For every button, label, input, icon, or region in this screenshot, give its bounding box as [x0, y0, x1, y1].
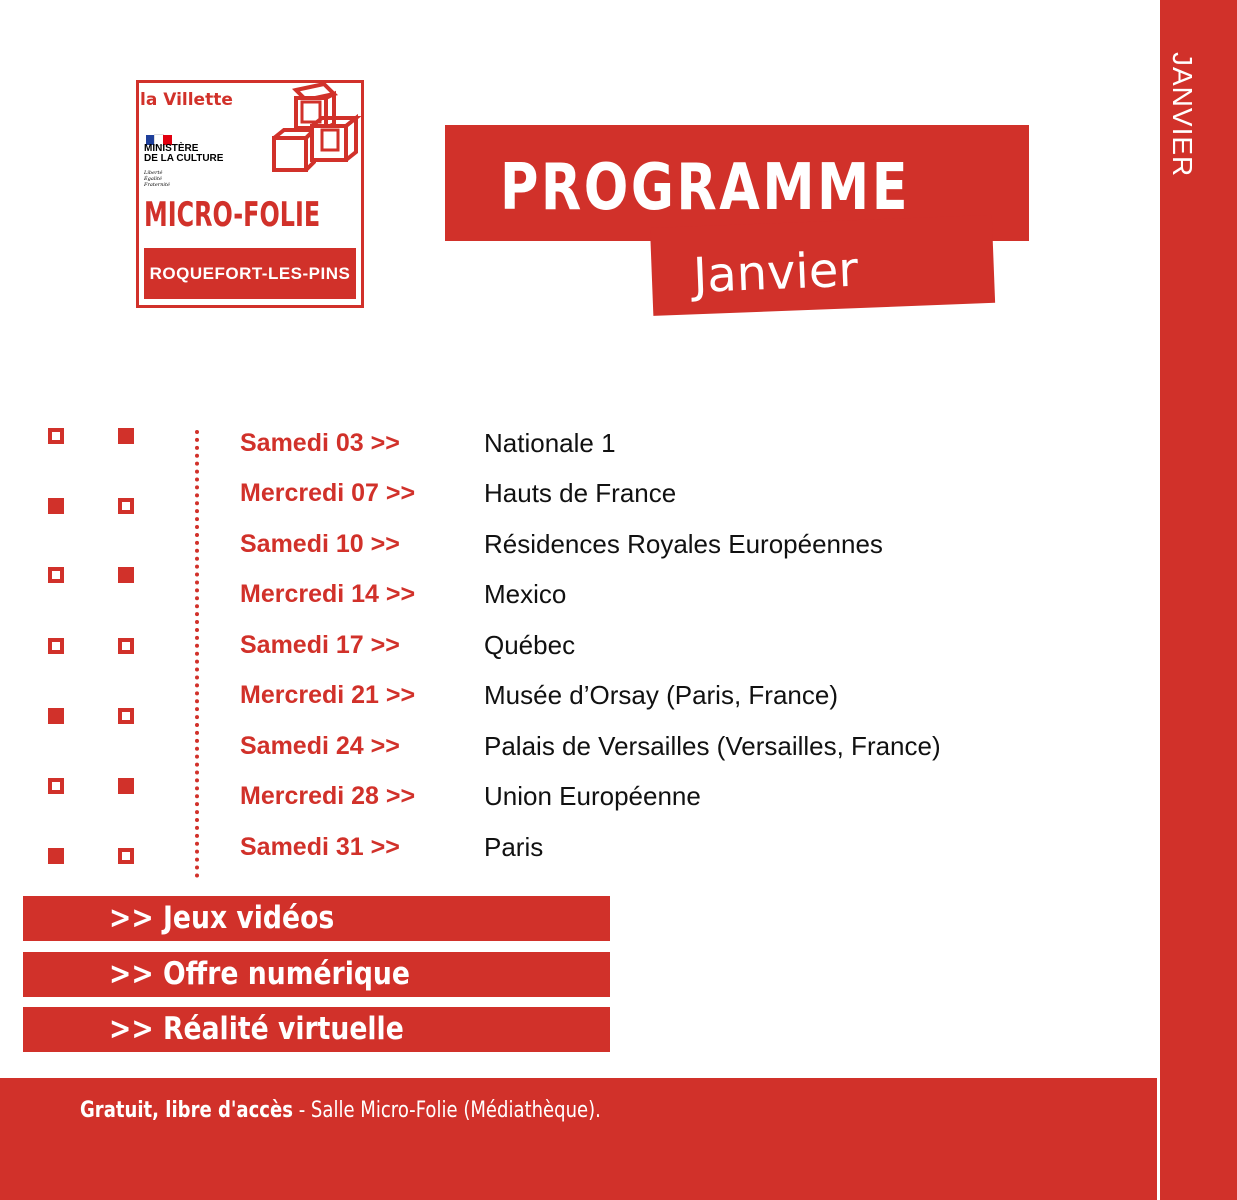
- ministry-label: MINISTÈRE DE LA CULTURE: [144, 143, 224, 164]
- schedule-event: Nationale 1: [484, 427, 616, 458]
- decor-square: [48, 778, 64, 794]
- decor-square: [118, 498, 134, 514]
- activity-bar-video-games: [23, 896, 610, 941]
- decor-square: [48, 848, 64, 864]
- dotted-divider: [195, 430, 199, 878]
- activity-label: >> Offre numérique: [109, 956, 410, 992]
- cubes-icon: [266, 80, 376, 190]
- side-month-label: JANVIER: [1167, 52, 1198, 178]
- french-flag-icon: [146, 132, 172, 142]
- schedule-list: [240, 418, 941, 873]
- decor-square: [118, 778, 134, 794]
- schedule-row: [240, 418, 941, 469]
- la-villette-brand: la Villette: [140, 90, 233, 110]
- schedule-event: Paris: [484, 831, 544, 862]
- activity-bar-digital-offer: [23, 952, 610, 997]
- schedule-day: Mercredi 14 >>: [240, 580, 416, 609]
- schedule-day: Samedi 31 >>: [240, 832, 400, 861]
- logo-city: ROQUEFORT-LES-PINS: [144, 248, 356, 299]
- schedule-row: [240, 620, 941, 671]
- decor-square: [48, 428, 64, 444]
- schedule-row: [240, 822, 941, 873]
- decor-square: [118, 428, 134, 444]
- schedule-event: Résidences Royales Européennes: [484, 528, 883, 559]
- schedule-row: [240, 519, 941, 570]
- schedule-day: Mercredi 21 >>: [240, 681, 416, 710]
- decor-square: [48, 708, 64, 724]
- decor-square: [48, 567, 64, 583]
- decor-square: [118, 638, 134, 654]
- schedule-day: Samedi 17 >>: [240, 630, 400, 659]
- decor-square: [48, 498, 64, 514]
- schedule-row: [240, 570, 941, 621]
- schedule-row: [240, 721, 941, 772]
- republic-motto: Liberté Égalité Fraternité: [144, 170, 170, 188]
- schedule-row: [240, 671, 941, 722]
- decor-square: [118, 567, 134, 583]
- activity-label: >> Jeux vidéos: [109, 900, 335, 936]
- schedule-event: Union Européenne: [484, 781, 701, 812]
- schedule-event: Palais de Versailles (Versailles, France): [484, 730, 941, 761]
- schedule-day: Mercredi 07 >>: [240, 479, 416, 508]
- activity-bar-virtual-reality: [23, 1007, 610, 1052]
- footer-band: [0, 1078, 1157, 1200]
- schedule-event: Hauts de France: [484, 478, 677, 509]
- programme-title: PROGRAMME: [500, 151, 911, 225]
- month-title: Janvier: [692, 241, 860, 304]
- micro-folie-logo: [136, 80, 370, 314]
- schedule-event: Québec: [484, 629, 576, 660]
- schedule-day: Mercredi 28 >>: [240, 782, 416, 811]
- schedule-event: Musée d’Orsay (Paris, France): [484, 680, 838, 711]
- activity-label: >> Réalité virtuelle: [109, 1011, 404, 1047]
- decor-square: [48, 638, 64, 654]
- decor-square: [118, 708, 134, 724]
- decor-square: [118, 848, 134, 864]
- logo-title: MICRO-FOLIE: [144, 195, 321, 235]
- schedule-day: Samedi 10 >>: [240, 529, 400, 558]
- footer-info: [80, 1098, 601, 1123]
- schedule-day: Samedi 24 >>: [240, 731, 400, 760]
- schedule-row: [240, 469, 941, 520]
- footer-rest: - Salle Micro-Folie (Médiathèque).: [292, 1098, 601, 1123]
- schedule-event: Mexico: [484, 579, 567, 610]
- footer-bold: Gratuit, libre d'accès: [80, 1098, 293, 1123]
- schedule-row: [240, 772, 941, 823]
- side-band: [1160, 0, 1237, 1200]
- schedule-day: Samedi 03 >>: [240, 428, 400, 457]
